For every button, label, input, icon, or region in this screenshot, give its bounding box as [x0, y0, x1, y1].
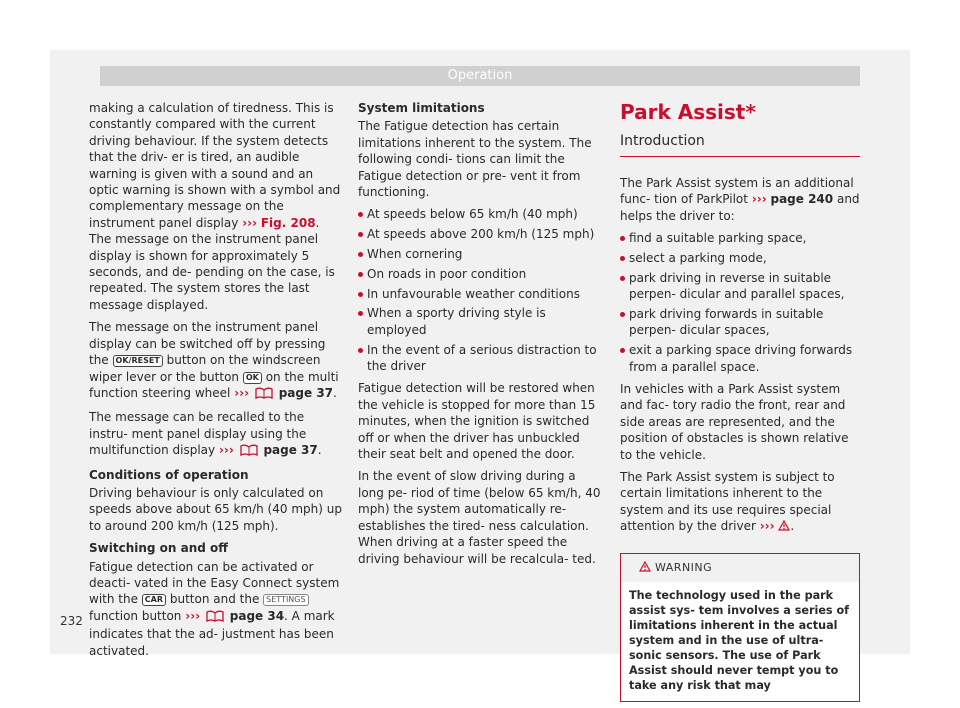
list-item: When a sporty driving style is employed: [358, 305, 603, 338]
paragraph: The Fatigue detection has certain limitations inherent to the system. The following condi- tions can limit the Fatigue detection or pre- vent it from functioning.: [358, 119, 592, 200]
warning-triangle-icon[interactable]: [778, 519, 790, 533]
paragraph: The Park Assist system is subject to certain limitations inherent to the system and its use requires special attention by the driver ››› .: [620, 470, 835, 534]
warning-box: [620, 553, 860, 702]
heading: Switching on and off: [89, 541, 228, 556]
warning-header: [621, 554, 859, 582]
paragraph: making a calculation of tiredness. This is constantly compared with the current driving behaviour. If the system detects that the driv- er is tired, an audible warning is given with a sound and an optic warning is shown with a symbol and complementary message on the instrument panel display ››› Fig. 208. The message on the instrument panel display is shown for approximately 5 seconds, and de- pending on the case, is repeated. The system stores the last message displayed.: [89, 101, 341, 312]
settings-key: SETTINGS: [263, 594, 308, 606]
ok-reset-key: OK/RESET: [113, 355, 163, 367]
list-item: In unfavourable weather conditions: [358, 286, 603, 302]
book-icon: [206, 610, 224, 626]
arrow-link-icon: ›››: [218, 443, 234, 458]
ok-key: OK: [243, 372, 262, 384]
list-item: find a suitable parking space,: [620, 230, 860, 246]
list-item: park driving forwards in suitable perpen- dicular spaces,: [620, 306, 860, 339]
list-item: On roads in poor condition: [358, 266, 603, 282]
paragraph: The message can be recalled to the instru- ment panel display using the multifunction display ››› page 37.: [89, 409, 344, 460]
arrow-link-icon: ›››: [185, 608, 201, 623]
book-icon: [240, 444, 258, 460]
paragraph: In the event of slow driving during a long pe- riod of time (below 65 km/h, 40 mph) the system automatically re-establishes the tired- ness calculation. When driving at a faster speed the driving behaviour will be recalcula- ted.: [358, 469, 601, 566]
list-item: At speeds below 65 km/h (40 mph): [358, 206, 603, 222]
warning-text: The technology used in the park assist sys- tem involves a series of limitations inherent in the actual system and in the use of ultra- sonic sensors. The use of Park Assist should never tempt you to take any risk that may: [621, 582, 859, 701]
section-subtitle: Introduction: [620, 132, 860, 157]
arrow-link-icon: ›››: [751, 192, 767, 207]
park-assist-list: [620, 230, 860, 375]
list-item: When cornering: [358, 246, 603, 262]
list-item: At speeds above 200 km/h (125 mph): [358, 226, 603, 242]
list-item: exit a parking space driving forwards from a parallel space.: [620, 342, 860, 375]
page-number: 232: [60, 614, 83, 628]
section-header: Operation: [100, 66, 860, 86]
page-link[interactable]: page 37: [278, 385, 334, 400]
arrow-link-icon: ›››: [234, 385, 250, 400]
paragraph: Fatigue detection can be activated or deacti- vated in the Easy Connect system with the CAR button and the SETTINGS function button ››› page 34. A mark indicates that the ad- justment has been activated.: [89, 559, 340, 658]
heading: Conditions of operation: [89, 467, 249, 482]
limitations-list: [358, 206, 603, 374]
column-middle: [358, 100, 603, 573]
arrow-link-icon: ›››: [242, 215, 258, 230]
warning-triangle-icon: [639, 561, 651, 574]
page-link[interactable]: page 34: [229, 608, 285, 623]
list-item: In the event of a serious distraction to the driver: [358, 342, 603, 375]
list-item: select a parking mode,: [620, 250, 860, 266]
paragraph: The message on the instrument panel display can be switched off by pressing the OK/RESET button on the windscreen wiper lever or the button OK on the multi function steering wheel ››› page 37.: [89, 319, 344, 403]
paragraph: Driving behaviour is only calculated on speeds above about 65 km/h (40 mph) up to around 200 km/h (125 mph).: [89, 485, 342, 533]
heading: System limitations: [358, 101, 485, 115]
car-key: CAR: [142, 594, 166, 606]
paragraph: In vehicles with a Park Assist system and fac- tory radio the front, rear and side areas are represented, and the position of obstacles is shown relative to the vehicle.: [620, 382, 849, 462]
column-right: [620, 100, 860, 702]
paragraph: The Park Assist system is an additional func- tion of ParkPilot ››› page 240 and helps the driver to:: [620, 176, 860, 223]
column-left: [89, 100, 344, 665]
page-link[interactable]: page 37: [263, 443, 318, 458]
arrow-link-icon: ›››: [759, 519, 775, 534]
paragraph: Fatigue detection will be restored when the vehicle is stopped for more than 15 minutes, when the ignition is switched off or when the driver has unbuckled their seat belt and opened the door.: [358, 381, 596, 462]
warning-label: WARNING: [655, 560, 713, 574]
book-icon: [255, 387, 273, 403]
section-title: Park Assist*: [620, 100, 756, 124]
list-item: park driving in reverse in suitable perpen- dicular and parallel spaces,: [620, 270, 860, 303]
figure-link[interactable]: Fig. 208: [260, 215, 316, 230]
page-link[interactable]: page 240: [770, 192, 834, 207]
